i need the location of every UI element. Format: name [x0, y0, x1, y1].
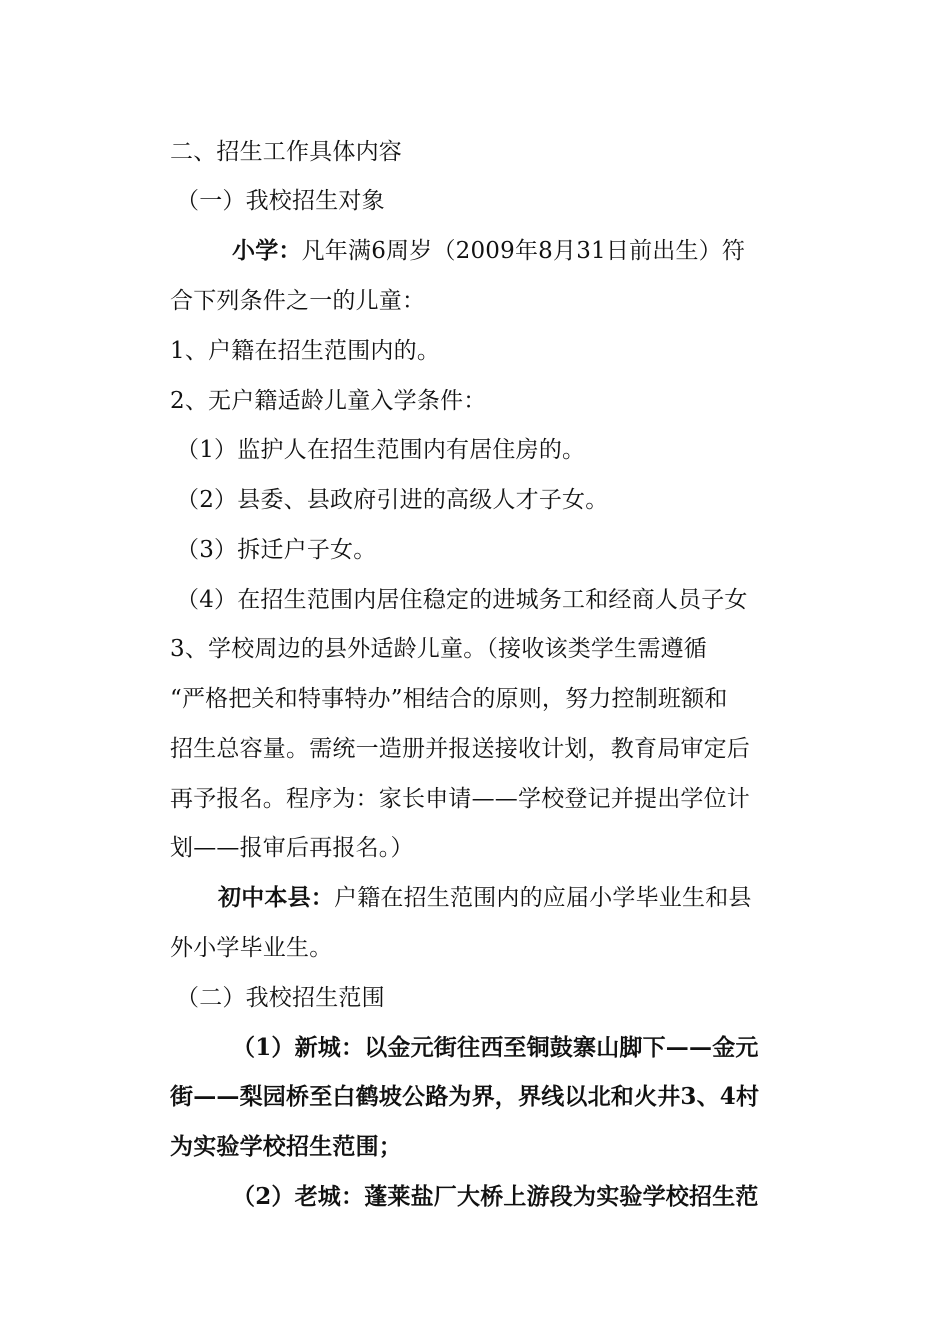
junior-label: 初中本县：	[218, 884, 334, 911]
range-new-city-line1: （1）新城：以金元街往西至铜鼓寨山脚下——金元	[232, 1034, 759, 1061]
junior-paragraph-line1	[218, 883, 838, 913]
primary-school-label: 小学：	[232, 237, 302, 264]
sub-condition-3: （3）拆迁户子女。	[176, 537, 377, 563]
sub-condition-4: （4）在招生范围内居住稳定的进城务工和经商人员子女	[176, 587, 748, 613]
primary-school-paragraph-line2: 合下列条件之一的儿童：	[170, 288, 426, 314]
range-old-city-line1: （2）老城：蓬莱盐厂大桥上游段为实验学校招生范	[232, 1183, 759, 1210]
condition-item-2: 2、无户籍适龄儿童入学条件：	[170, 388, 487, 414]
condition-item-3-line2: “严格把关和特事特办”相结合的原则，努力控制班额和	[170, 686, 728, 712]
junior-paragraph-line2: 外小学毕业生。	[170, 935, 333, 961]
condition-item-3-line1: 3、学校周边的县外适龄儿童。（接收该类学生需遵循	[170, 636, 707, 662]
section-heading: 二、招生工作具体内容	[170, 139, 402, 165]
sub-condition-2: （2）县委、县政府引进的高级人才子女。	[176, 487, 609, 513]
primary-school-paragraph-line1	[232, 236, 852, 266]
condition-item-3-line4: 再予报名。程序为：家长申请——学校登记并提出学位计	[170, 786, 750, 812]
condition-item-1: 1、户籍在招生范围内的。	[170, 338, 441, 364]
condition-item-3-line3: 招生总容量。需统一造册并报送接收计划，教育局审定后	[170, 736, 750, 762]
range-new-city-line2: 街——梨园桥至白鹤坡公路为界，界线以北和火井3、4村	[170, 1083, 760, 1110]
range-new-city-line3: 为实验学校招生范围；	[170, 1133, 402, 1160]
subsection-title-targets: （一）我校招生对象	[176, 188, 385, 214]
condition-item-3-line5: 划——报审后再报名。）	[170, 835, 414, 861]
sub-condition-1: （1）监护人在招生范围内有居住房的。	[176, 437, 586, 463]
subsection-title-range: （二）我校招生范围	[176, 985, 385, 1011]
primary-school-text: 凡年满6周岁（2009年8月31日前出生）符	[301, 238, 746, 264]
junior-text: 户籍在招生范围内的应届小学毕业生和县	[334, 885, 752, 911]
